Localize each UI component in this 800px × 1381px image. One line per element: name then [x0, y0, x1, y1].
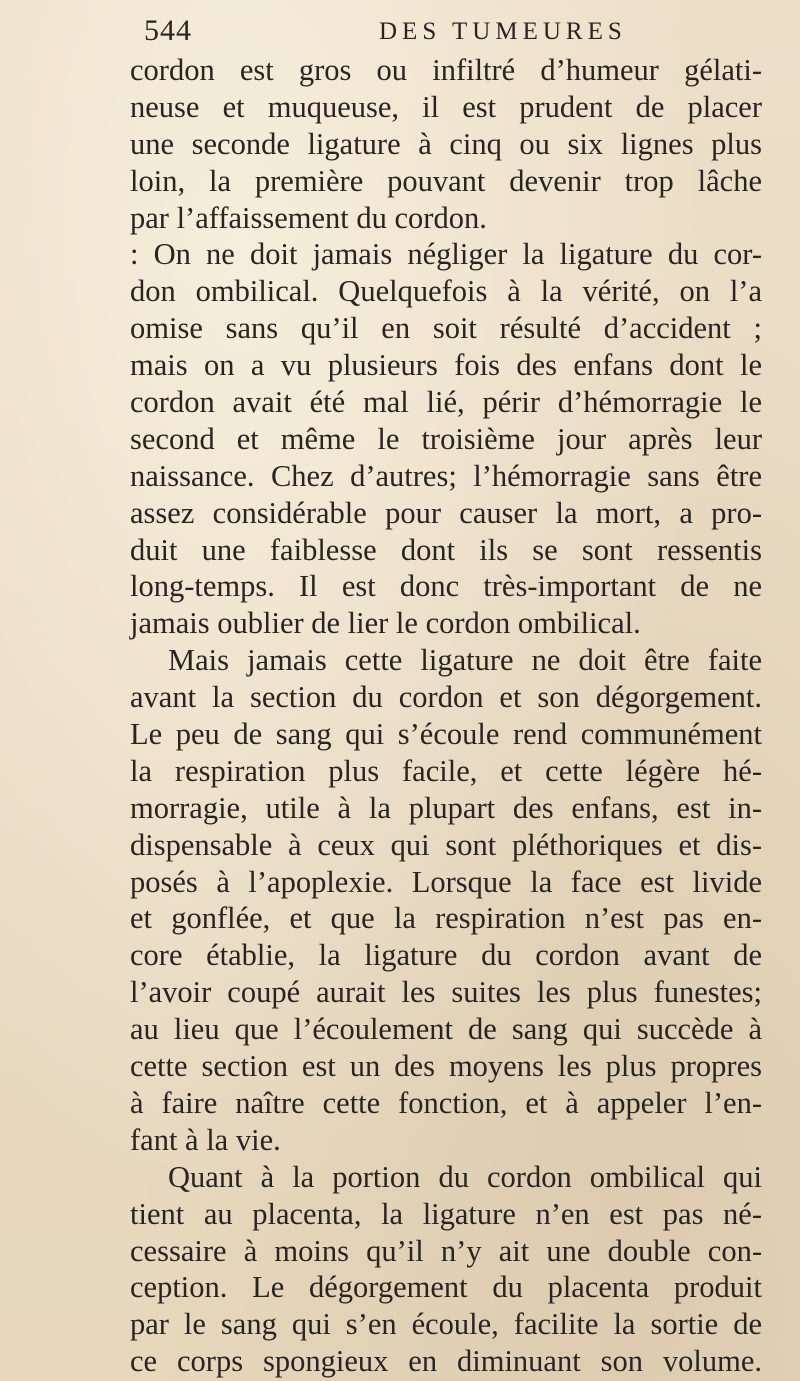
text-line: ception. Le dégorgement du placenta produit	[130, 1270, 762, 1305]
text-line: morragie, utile à la plupart des enfans, est in-	[130, 790, 762, 825]
text-line: la respiration plus facile, et cette légère hé-	[130, 753, 762, 788]
text-line: par l’affaissement du cordon.	[130, 200, 487, 235]
text-line: avant la section du cordon et son dégorgement.	[130, 680, 762, 715]
text-line: ce corps spongieux en diminuant son volume.	[130, 1344, 762, 1379]
running-head: DES TUMEURES	[379, 18, 627, 45]
text-line: au lieu que l’écoulement de sang qui succède à	[130, 1012, 762, 1047]
text-line: long-temps. Il est donc très-important de ne	[130, 569, 762, 604]
text-line: second et même le troisième jour après leur	[130, 421, 762, 456]
page-header	[144, 14, 764, 54]
page-number: 544	[144, 14, 192, 47]
text-line: don ombilical. Quelquefois à la vérité, on l’a	[130, 274, 762, 309]
text-line: neuse et muqueuse, il est prudent de placer	[130, 89, 762, 124]
text-line: naissance. Chez d’autres; l’hémorragie sans être	[130, 458, 762, 493]
text-line: posés à l’apoplexie. Lorsque la face est livide	[130, 864, 762, 899]
text-line: cordon avait été mal lié, périr d’hémorragie le	[130, 385, 762, 420]
text-line: core établie, la ligature du cordon avant de	[130, 938, 762, 973]
text-line: l’avoir coupé aurait les suites les plus funestes;	[130, 975, 762, 1010]
text-line: Le peu de sang qui s’écoule rend communément	[130, 717, 762, 752]
text-line: par le sang qui s’en écoule, facilite la sortie de	[130, 1307, 762, 1342]
text-line: mais on a vu plusieurs fois des enfans dont le	[130, 348, 762, 383]
text-line: et gonflée, et que la respiration n’est pas en-	[130, 901, 762, 936]
body-text	[130, 52, 762, 1380]
text-line: dispensable à ceux qui sont pléthoriques et dis-	[130, 827, 762, 862]
text-line: Mais jamais cette ligature ne doit être faite	[168, 643, 762, 678]
text-line: : On ne doit jamais négliger la ligature du cor-	[130, 237, 762, 272]
text-line: duit une faiblesse dont ils se sont ressentis	[130, 532, 762, 567]
text-line: omise sans qu’il en soit résulté d’accident ;	[130, 311, 762, 346]
text-line: tient au placenta, la ligature n’en est pas né-	[130, 1196, 762, 1231]
text-line: une seconde ligature à cinq ou six lignes plus	[130, 126, 762, 161]
text-line: loin, la première pouvant devenir trop lâche	[130, 163, 762, 198]
text-line: cordon est gros ou infiltré d’humeur gélati-	[130, 53, 762, 87]
text-line: fant à la vie.	[130, 1122, 281, 1157]
text-line: assez considérable pour causer la mort, a pro-	[130, 495, 762, 530]
text-line: cessaire à moins qu’il n’y ait une double con-	[130, 1233, 762, 1268]
text-line: à faire naître cette fonction, et à appeler l’en-	[130, 1085, 762, 1120]
text-line: cette section est un des moyens les plus propres	[130, 1049, 762, 1084]
text-line: jamais oublier de lier le cordon ombilical.	[130, 606, 641, 641]
text-line: Quant à la portion du cordon ombilical qui	[168, 1159, 762, 1194]
